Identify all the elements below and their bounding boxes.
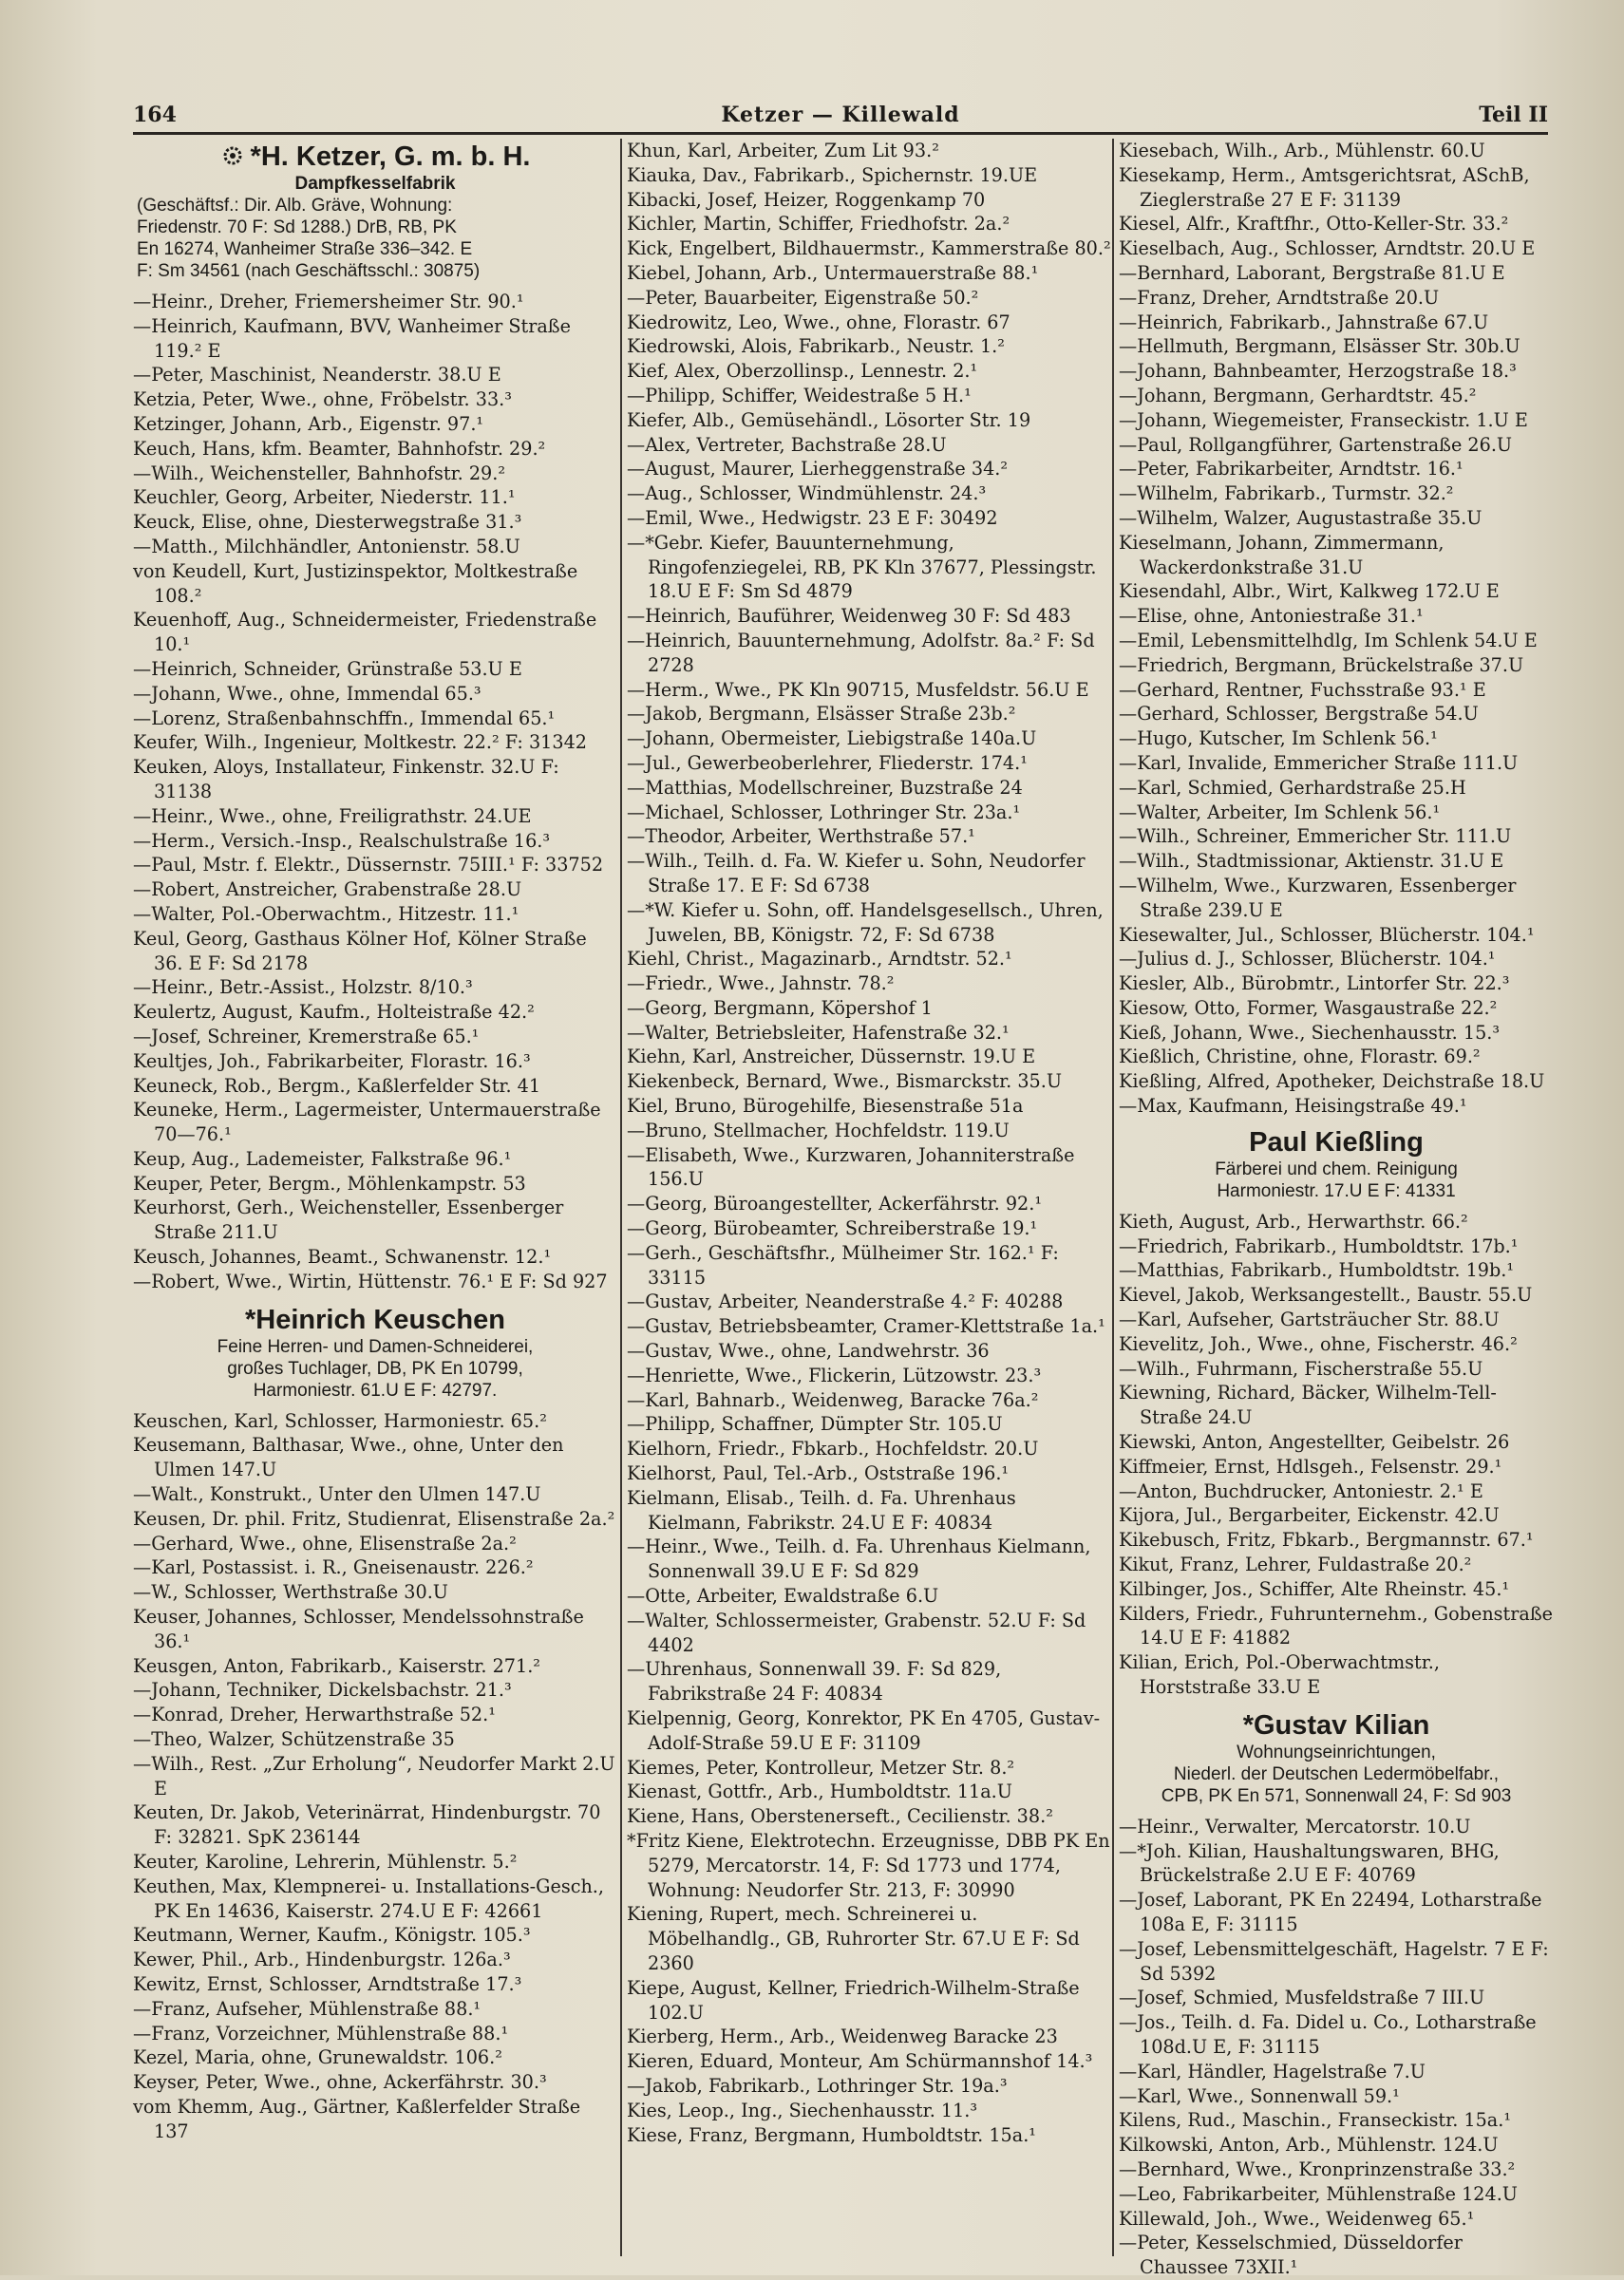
- directory-entry: —Otte, Arbeiter, Ewaldstraße 6.U: [627, 1585, 939, 1608]
- advert-line: (Geschäftsf.: Dir. Alb. Gräve, Wohnung:: [137, 196, 453, 216]
- directory-entry: Kief, Alex, Oberzollinsp., Lennestr. 2.¹: [627, 360, 978, 383]
- advert-line: Niederl. der Deutschen Ledermöbelfabr.,: [1173, 1763, 1500, 1784]
- directory-entry: —Franz, Vorzeichner, Mühlenstraße 88.¹: [133, 2022, 509, 2044]
- column-divider: [620, 139, 622, 2256]
- directory-entry: —*Gebr. Kiefer, Bauunternehmung, Ringofenziegelei, RB, PK Kln 37677, Plessingstr. 18.U E F: Sm Sd 4879: [627, 531, 1097, 603]
- advert-line: großes Tuchlager, DB, PK En 10799,: [227, 1358, 523, 1379]
- directory-entry: —Heinrich, Bauführer, Weidenweg 30 F: Sd 483: [627, 605, 1071, 628]
- directory-entry: Kienast, Gottfr., Arb., Humboldtstr. 11a.U: [627, 1781, 1012, 1803]
- directory-entry: —Peter, Maschinist, Neanderstr. 38.U E: [133, 364, 501, 386]
- column-2: [627, 139, 1111, 2256]
- directory-entry: Kiesekamp, Herm., Amtsgerichtsrat, ASchB, Zieglerstraße 27 E F: 31139: [1119, 163, 1530, 211]
- directory-entry: Kiewski, Anton, Angestellter, Geibelstr. 26: [1119, 1431, 1510, 1454]
- directory-entry: —Heinrich, Schneider, Grünstraße 53.U E: [133, 657, 522, 680]
- directory-entry: Keyser, Peter, Wwe., ohne, Ackerfährstr. 30.³: [133, 2071, 547, 2094]
- directory-entry: Kewer, Phil., Arb., Hindenburgstr. 126a.³: [133, 1949, 511, 1971]
- directory-entry: —Johann, Obermeister, Liebigstraße 140a.U: [627, 727, 1037, 750]
- directory-entry: —Walter, Schlossermeister, Grabenstr. 52.U F: Sd 4402: [627, 1609, 1086, 1656]
- directory-entry: —Karl, Postassist. i. R., Gneisenaustr. 226.²: [133, 1556, 534, 1579]
- directory-entry: —Wilhelm, Walzer, Augustastraße 35.U: [1119, 506, 1482, 529]
- directory-entry: Kilian, Erich, Pol.-Oberwachtmstr., Horststraße 33.U E: [1119, 1651, 1440, 1699]
- directory-entry: —Josef, Lebensmittelgeschäft, Hagelstr. 7 E F: Sd 5392: [1119, 1937, 1549, 1985]
- entry-list: [1119, 139, 1554, 1119]
- directory-entry: —Karl, Invalide, Emmericher Straße 111.U: [1119, 751, 1519, 774]
- directory-entry: Kierberg, Herm., Arb., Weidenweg Baracke 23: [627, 2026, 1058, 2048]
- directory-entry: Kiekenbeck, Bernard, Wwe., Bismarckstr. 35.U: [627, 1070, 1063, 1093]
- directory-entry: —Friedr., Wwe., Jahnstr. 78.²: [627, 972, 895, 995]
- directory-entry: —Friedrich, Fabrikarb., Humboldtstr. 17b.¹: [1119, 1234, 1519, 1257]
- directory-entry: —August, Maurer, Lierheggenstraße 34.²: [627, 458, 1009, 480]
- directory-entry: Kievel, Jakob, Werksangestellt., Baustr. 55.U: [1119, 1284, 1533, 1307]
- directory-entry: —Wilh., Schreiner, Emmericher Str. 111.U: [1119, 825, 1512, 848]
- directory-entry: —Heinr., Wwe., Teilh. d. Fa. Uhrenhaus Kielmann, Sonnenwall 39.U E F: Sd 829: [627, 1536, 1091, 1583]
- column-divider: [1112, 139, 1114, 2256]
- column-3: [1119, 139, 1554, 2279]
- directory-entry: —Michael, Schlosser, Lothringer Str. 23a.¹: [627, 801, 1021, 823]
- directory-entry: —Karl, Aufseher, Gartsträucher Str. 88.U: [1119, 1309, 1500, 1331]
- directory-entry: —Gerhard, Schlosser, Bergstraße 54.U: [1119, 703, 1479, 725]
- directory-entry: —Wilh., Fuhrmann, Fischerstraße 55.U: [1119, 1357, 1483, 1380]
- directory-entry: Kichler, Martin, Schiffer, Friedhofstr. 2a.²: [627, 213, 1010, 236]
- directory-entry: Kiepe, August, Kellner, Friedrich-Wilhelm-Straße 102.U: [627, 1976, 1080, 2024]
- advert-lines: [1119, 1159, 1554, 1202]
- directory-entry: —Heinr., Dreher, Friemersheimer Str. 90.¹: [133, 291, 524, 312]
- directory-entry: Kiehl, Christ., Magazinarb., Arndtstr. 52.¹: [627, 948, 1012, 970]
- advert-line: Harmoniestr. 17.U E F: 41331: [1217, 1180, 1456, 1201]
- directory-entry: —W., Schlosser, Werthstraße 30.U: [133, 1581, 448, 1604]
- directory-entry: Kiedrowitz, Leo, Wwe., ohne, Florastr. 67: [627, 311, 1010, 333]
- directory-entry: —Konrad, Dreher, Herwarthstraße 52.¹: [133, 1704, 496, 1726]
- directory-entry: —Theo, Walzer, Schützenstraße 35: [133, 1728, 455, 1751]
- directory-entry: —Karl, Händler, Hagelstraße 7.U: [1119, 2060, 1426, 2082]
- directory-entry: —Georg, Bürobeamter, Schreiberstraße 19.¹: [627, 1217, 1038, 1240]
- directory-entry: —Paul, Rollgangführer, Gartenstraße 26.U: [1119, 433, 1513, 456]
- directory-entry: —Hugo, Kutscher, Im Schlenk 56.¹: [1119, 727, 1438, 750]
- advert-lines: [133, 1336, 617, 1402]
- directory-entry: Keuchler, Georg, Arbeiter, Niederstr. 11.¹: [133, 486, 516, 509]
- directory-entry: Keuper, Peter, Bergm., Möhlenkampstr. 53: [133, 1172, 526, 1195]
- entry-list: [133, 1409, 617, 2144]
- directory-entry: —Georg, Bergmann, Köpershof 1: [627, 996, 933, 1019]
- directory-entry: Kies, Leop., Ing., Siechenhausstr. 11.³: [627, 2099, 978, 2121]
- page-number: 164: [133, 103, 177, 127]
- directory-entry: Kieth, August, Arb., Herwarthstr. 66.²: [1119, 1210, 1468, 1233]
- gear-logo-icon: [220, 143, 245, 168]
- directory-entry: Kiebel, Johann, Arb., Untermauerstraße 88.¹: [627, 261, 1039, 284]
- directory-entry: —Aug., Schlosser, Windmühlenstr. 24.³: [627, 482, 987, 505]
- directory-entry: —Herm., Wwe., PK Kln 90715, Musfeldstr. 56.U E: [627, 678, 1089, 701]
- directory-entry: Kielmann, Elisab., Teilh. d. Fa. Uhrenhaus Kielmann, Fabrikstr. 24.U E F: 40834: [627, 1486, 1016, 1534]
- directory-entry: Kielpennig, Georg, Konrektor, PK En 4705, Gustav-Adolf-Straße 59.U E F: 31109: [627, 1707, 1101, 1754]
- directory-entry: Killewald, Joh., Wwe., Weidenweg 65.¹: [1119, 2207, 1475, 2230]
- directory-entry: —Georg, Büroangestellter, Ackerfährstr. 92.¹: [627, 1193, 1043, 1215]
- directory-entry: Kiening, Rupert, mech. Schreinerei u. Möbelhandlg., GB, Ruhrorter Str. 67.U E F: Sd 2360: [627, 1903, 1080, 1974]
- directory-entry: —*Joh. Kilian, Haushaltungswaren, BHG, Brückelstraße 2.U E F: 40769: [1119, 1839, 1500, 1887]
- directory-entry: —Robert, Anstreicher, Grabenstraße 28.U: [133, 878, 522, 901]
- advert-line: Färberei und chem. Reinigung: [1215, 1159, 1458, 1179]
- directory-entry: Kilkowski, Anton, Arb., Mühlenstr. 124.U: [1119, 2134, 1499, 2157]
- advert-line: Feine Herren- und Damen-Schneiderei,: [217, 1336, 534, 1357]
- directory-entry: —Karl, Schmied, Gerhardstraße 25.H: [1119, 776, 1466, 799]
- directory-entry: Kick, Engelbert, Bildhauermstr., Kammerstraße 80.²: [627, 237, 1111, 260]
- directory-entry: Kiemes, Peter, Kontrolleur, Metzer Str. 8.²: [627, 1756, 1015, 1779]
- directory-entry: —Franz, Aufseher, Mühlenstraße 88.¹: [133, 1997, 482, 2020]
- directory-entry: Khun, Karl, Arbeiter, Zum Lit 93.²: [627, 140, 939, 161]
- directory-entry: —Walter, Pol.-Oberwachtm., Hitzestr. 11.¹: [133, 902, 519, 925]
- directory-entry: Kielhorn, Friedr., Fbkarb., Hochfeldstr. 20.U: [627, 1438, 1039, 1460]
- directory-entry: —Peter, Kesselschmied, Düsseldorfer Chaussee 73XII.¹: [1119, 2232, 1463, 2279]
- directory-entry: —Josef, Schreiner, Kremerstraße 65.¹: [133, 1025, 480, 1047]
- directory-entry: Kieß, Johann, Wwe., Siechenhausstr. 15.³: [1119, 1021, 1501, 1044]
- directory-entry: Kibacki, Josef, Heizer, Roggenkamp 70: [627, 188, 986, 211]
- directory-entry: Kiese, Franz, Bergmann, Humboldtstr. 15a.¹: [627, 2123, 1036, 2146]
- directory-entry: —Heinrich, Kaufmann, BVV, Wanheimer Straße 119.² E: [133, 314, 571, 362]
- directory-entry: —Alex, Vertreter, Bachstraße 28.U: [627, 433, 947, 456]
- directory-entry: —Jakob, Fabrikarb., Lothringer Str. 19a.³: [627, 2074, 1008, 2097]
- directory-entry: Keuser, Johannes, Schlosser, Mendelssohnstraße 36.¹: [133, 1606, 584, 1652]
- directory-entry: Keulertz, August, Kaufm., Holteistraße 42.²: [133, 1001, 535, 1024]
- directory-entry: —Bruno, Stellmacher, Hochfeldstr. 119.U: [627, 1119, 1010, 1141]
- directory-entry: Kieren, Eduard, Monteur, Am Schürmannshof 14.³: [627, 2050, 1093, 2073]
- directory-entry: Kilders, Friedr., Fuhrunternehm., Gobenstraße 14.U E F: 41882: [1119, 1602, 1554, 1649]
- directory-entry: Kijora, Jul., Bergarbeiter, Eickenstr. 42.U: [1119, 1504, 1500, 1527]
- directory-entry: —Wilh., Stadtmissionar, Aktienstr. 31.U E: [1119, 850, 1504, 873]
- directory-entry: Keuschen, Karl, Schlosser, Harmoniestr. 65.²: [133, 1409, 547, 1432]
- directory-entry: —*W. Kiefer u. Sohn, off. Handelsgesellsch., Uhren, Juwelen, BB, Königstr. 72, F: Sd 6738: [627, 898, 1104, 946]
- directory-entry: Keuenhoff, Aug., Schneidermeister, Friedenstraße 10.¹: [133, 609, 597, 656]
- directory-entry: Kiffmeier, Ernst, Hdlsgeh., Felsenstr. 29.¹: [1119, 1455, 1502, 1478]
- directory-entry: Kiefer, Alb., Gemüsehändl., Lösorter Str. 19: [627, 408, 1031, 431]
- directory-entry: —Wilhelm, Fabrikarb., Turmstr. 32.²: [1119, 482, 1454, 505]
- directory-entry: Keusemann, Balthasar, Wwe., ohne, Unter den Ulmen 147.U: [133, 1434, 564, 1481]
- directory-entry: —Karl, Bahnarb., Weidenweg, Baracke 76a.²: [627, 1388, 1039, 1411]
- entry-list: [1119, 1815, 1554, 2280]
- directory-entry: Kielhorst, Paul, Tel.-Arb., Oststraße 196.¹: [627, 1462, 1010, 1485]
- advert-subtitle: Dampfkesselfabrik: [294, 174, 456, 194]
- directory-entry: Keuch, Hans, kfm. Beamter, Bahnhofstr. 29.²: [133, 437, 546, 460]
- directory-entry: Keuten, Dr. Jakob, Veterinärrat, Hindenburgstr. 70 F: 32821. SpK 236144: [133, 1801, 601, 1849]
- directory-entry: Kiewning, Richard, Bäcker, Wilhelm-Tell-Straße 24.U: [1119, 1382, 1497, 1429]
- directory-entry: Keuken, Aloys, Installateur, Finkenstr. 32.U F: 31138: [133, 756, 559, 802]
- directory-entry: —Walter, Arbeiter, Im Schlenk 56.¹: [1119, 801, 1441, 823]
- directory-entry: Keuter, Karoline, Lehrerin, Mühlenstr. 5.²: [133, 1851, 518, 1874]
- directory-entry: Kiedrowski, Alois, Fabrikarb., Neustr. 1.²: [627, 335, 1005, 358]
- directory-entry: Keuthen, Max, Klempnerei- u. Installations-Gesch., PK En 14636, Kaiserstr. 274.U E F: 42661: [133, 1875, 604, 1922]
- directory-entry: Kiesel, Alfr., Kraftfhr., Otto-Keller-Str. 33.²: [1119, 213, 1509, 236]
- directory-entry: —Josef, Schmied, Musfeldstraße 7 III.U: [1119, 1987, 1485, 2009]
- directory-entry: Kiesow, Otto, Former, Wasgaustraße 22.²: [1119, 996, 1498, 1019]
- directory-entry: —Matthias, Fabrikarb., Humboldtstr. 19b.¹: [1119, 1259, 1515, 1282]
- directory-entry: —Uhrenhaus, Sonnenwall 39. F: Sd 829, Fabrikstraße 24 F: 40834: [627, 1658, 1002, 1705]
- directory-entry: Kilens, Rud., Maschin., Franseckistr. 15a.¹: [1119, 2109, 1512, 2132]
- entry-list: [627, 139, 1111, 2147]
- directory-entry: —Hellmuth, Bergmann, Elsässer Str. 30b.U: [1119, 335, 1520, 358]
- directory-entry: Kiauka, Dav., Fabrikarb., Spichernstr. 19.UE: [627, 163, 1038, 186]
- entry-list: [133, 290, 617, 1294]
- directory-entry: —Henriette, Wwe., Flickerin, Lützowstr. 23.³: [627, 1364, 1042, 1386]
- advert-line: Wohnungseinrichtungen,: [1237, 1742, 1436, 1762]
- directory-entry: Keusen, Dr. phil. Fritz, Studienrat, Elisenstraße 2a.²: [133, 1507, 615, 1530]
- directory-entry: —Heinrich, Bauunternehmung, Adolfstr. 8a.² F: Sd 2728: [627, 629, 1095, 676]
- directory-entry: —Friedrich, Bergmann, Brückelstraße 37.U: [1119, 653, 1524, 676]
- directory-entry: Kießling, Alfred, Apotheker, Deichstraße 18.U: [1119, 1070, 1545, 1093]
- directory-entry: *Fritz Kiene, Elektrotechn. Erzeugnisse, DBB PK En 5279, Mercatorstr. 14, F: Sd 1773 und 1774, Wohnung: Neudorfer Str. 213, F: 30990: [627, 1829, 1110, 1901]
- directory-entry: —Peter, Bauarbeiter, Eigenstraße 50.²: [627, 286, 979, 309]
- directory-entry: Kiesebach, Wilh., Arb., Mühlenstr. 60.U: [1119, 140, 1485, 161]
- running-title: Ketzer — Killewald: [721, 103, 960, 127]
- directory-entry: —Heinr., Wwe., ohne, Freiligrathstr. 24.UE: [133, 804, 532, 827]
- directory-entry: Keup, Aug., Lademeister, Falkstraße 96.¹: [133, 1147, 512, 1170]
- directory-entry: Kikut, Franz, Lehrer, Fuldastraße 20.²: [1119, 1554, 1472, 1576]
- advert-name: *Heinrich Keuschen: [245, 1304, 505, 1335]
- directory-entry: —Gerhard, Rentner, Fuchsstraße 93.¹ E: [1119, 678, 1486, 701]
- directory-entry: Kiehn, Karl, Anstreicher, Düssernstr. 19.U E: [627, 1046, 1036, 1068]
- header-rule: [133, 132, 1548, 135]
- directory-entry: —Heinr., Verwalter, Mercatorstr. 10.U: [1119, 1815, 1471, 1837]
- directory-entry: Ketzinger, Johann, Arb., Eigenstr. 97.¹: [133, 412, 484, 435]
- directory-entry: Kiesewalter, Jul., Schlosser, Blücherstr. 104.¹: [1119, 923, 1535, 946]
- directory-entry: —Max, Kaufmann, Heisingstraße 49.¹: [1119, 1095, 1467, 1118]
- directory-entry: —Emil, Lebensmittelhdlg, Im Schlenk 54.U E: [1119, 629, 1538, 651]
- directory-entry: Kilbinger, Jos., Schiffer, Alte Rheinstr. 45.¹: [1119, 1577, 1510, 1600]
- directory-entry: —Gustav, Wwe., ohne, Landwehrstr. 36: [627, 1340, 990, 1363]
- directory-entry: —Johann, Bahnbeamter, Herzogstraße 18.³: [1119, 360, 1517, 383]
- advert-line: Harmoniestr. 61.U E F: 42797.: [253, 1380, 498, 1401]
- directory-entry: Kiesler, Alb., Bürobmtr., Lintorfer Str. 22.³: [1119, 972, 1510, 995]
- directory-entry: vom Khemm, Aug., Gärtner, Kaßlerfelder Straße 137: [133, 2095, 581, 2142]
- directory-entry: —Paul, Mstr. f. Elektr., Düssernstr. 75III.¹ F: 33752: [133, 854, 604, 876]
- entry-list: [1119, 1210, 1554, 1700]
- directory-entry: Kikebusch, Fritz, Fbkarb., Bergmannstr. 67.¹: [1119, 1529, 1534, 1552]
- directory-entry: Kieselbach, Aug., Schlosser, Arndtstr. 20.U E: [1119, 237, 1536, 260]
- directory-entry: Kiel, Bruno, Bürogehilfe, Biesenstraße 51a: [627, 1095, 1024, 1118]
- directory-entry: Keuck, Elise, ohne, Diesterwegstraße 31.³: [133, 511, 522, 534]
- directory-entry: —Gustav, Betriebsbeamter, Cramer-Klettstraße 1a.¹: [627, 1315, 1105, 1338]
- column-1: [133, 139, 617, 2256]
- directory-entry: Kievelitz, Joh., Wwe., ohne, Fischerstr. 46.²: [1119, 1332, 1518, 1355]
- directory-entry: —Johann, Techniker, Dickelsbachstr. 21.³: [133, 1679, 512, 1702]
- directory-entry: —Walter, Betriebsleiter, Hafenstraße 32.¹: [627, 1021, 1010, 1044]
- directory-entry: Kieselmann, Johann, Zimmermann, Wackerdonkstraße 31.U: [1119, 531, 1445, 578]
- directory-entry: —Bernhard, Laborant, Bergstraße 81.U E: [1119, 261, 1505, 284]
- directory-entry: Kiene, Hans, Oberstenerseft., Cecilienstr. 38.²: [627, 1805, 1053, 1828]
- directory-entry: —Herm., Versich.-Insp., Realschulstraße 16.³: [133, 829, 551, 852]
- directory-entry: —Peter, Fabrikarbeiter, Arndtstr. 16.¹: [1119, 458, 1463, 480]
- advert-ketzer: [133, 141, 617, 282]
- directory-entry: —Theodor, Arbeiter, Werthstraße 57.¹: [627, 825, 975, 848]
- part-label: Teil II: [1479, 103, 1548, 127]
- page-header: [133, 103, 1548, 131]
- directory-entry: Keurhorst, Gerh., Weichensteller, Essenberger Straße 211.U: [133, 1197, 564, 1244]
- directory-entry: —Jakob, Bergmann, Elsässer Straße 23b.²: [627, 703, 1016, 725]
- directory-entry: Kießlich, Christine, ohne, Florastr. 69.²: [1119, 1046, 1481, 1068]
- advert-name: Paul Kießling: [1249, 1126, 1424, 1158]
- directory-entry: —Robert, Wwe., Wirtin, Hüttenstr. 76.¹ E F: Sd 927: [133, 1270, 608, 1292]
- directory-entry: —Elise, ohne, Antoniestraße 31.¹: [1119, 605, 1424, 628]
- directory-entry: —Matthias, Modellschreiner, Buzstraße 24: [627, 776, 1023, 799]
- directory-entry: —Jul., Gewerbeoberlehrer, Fliederstr. 174.¹: [627, 751, 1028, 774]
- directory-entry: —Lorenz, Straßenbahnschffn., Immendal 65.¹: [133, 707, 556, 729]
- directory-entry: —Johann, Wiegemeister, Franseckistr. 1.U E: [1119, 408, 1528, 431]
- directory-entry: —Anton, Buchdrucker, Antoniestr. 2.¹ E: [1119, 1479, 1483, 1502]
- directory-entry: Keusch, Johannes, Beamt., Schwanenstr. 12.¹: [133, 1246, 552, 1269]
- directory-entry: Keuneke, Herm., Lagermeister, Untermauerstraße 70—76.¹: [133, 1099, 601, 1146]
- advert-line: Friedenstr. 70 F: Sd 1288.) DrB, RB, PK: [137, 217, 457, 237]
- directory-entry: —Elisabeth, Wwe., Kurzwaren, Johanniterstraße 156.U: [627, 1143, 1075, 1191]
- advert-line: F: Sm 34561 (nach Geschäftsschl.: 30875): [137, 261, 481, 281]
- directory-entry: —Jos., Teilh. d. Fa. Didel u. Co., Lotharstraße 108d.U E, F: 31115: [1119, 2011, 1537, 2058]
- directory-entry: —Karl, Wwe., Sonnenwall 59.¹: [1119, 2084, 1400, 2107]
- directory-entry: —Philipp, Schaffner, Dümpter Str. 105.U: [627, 1413, 1003, 1436]
- directory-entry: —Wilh., Teilh. d. Fa. W. Kiefer u. Sohn, Neudorfer Straße 17. E F: Sd 6738: [627, 850, 1086, 896]
- directory-entry: —Wilhelm, Wwe., Kurzwaren, Essenberger Straße 239.U E: [1119, 874, 1517, 921]
- directory-entry: Keusgen, Anton, Fabrikarb., Kaiserstr. 271.²: [133, 1654, 540, 1677]
- directory-entry: Ketzia, Peter, Wwe., ohne, Fröbelstr. 33.³: [133, 388, 512, 411]
- advert-line: En 16274, Wanheimer Straße 336–342. E: [137, 239, 473, 259]
- advert-keuschen: [133, 1304, 617, 1402]
- directory-entry: —Emil, Wwe., Hedwigstr. 23 E F: 30492: [627, 506, 998, 529]
- directory-entry: Keufer, Wilh., Ingenieur, Moltkestr. 22.² F: 31342: [133, 731, 587, 754]
- directory-entry: —Leo, Fabrikarbeiter, Mühlenstraße 124.U: [1119, 2182, 1518, 2205]
- directory-entry: —Gustav, Arbeiter, Neanderstraße 4.² F: 40288: [627, 1291, 1064, 1313]
- directory-entry: von Keudell, Kurt, Justizinspektor, Moltkestraße 108.²: [133, 559, 578, 607]
- directory-entry: Kezel, Maria, ohne, Grunewaldstr. 106.²: [133, 2046, 502, 2069]
- directory-entry: —Wilh., Rest. „Zur Erholung“, Neudorfer Markt 2.U E: [133, 1752, 615, 1800]
- advert-lines: [1119, 1742, 1554, 1807]
- directory-entry: Keutmann, Werner, Kaufm., Königstr. 105.³: [133, 1924, 531, 1947]
- directory-entry: —Philipp, Schiffer, Weidestraße 5 H.¹: [627, 384, 972, 406]
- advert-line: CPB, PK En 571, Sonnenwall 24, F: Sd 903: [1161, 1785, 1512, 1806]
- advert-kilian: [1119, 1709, 1554, 1807]
- directory-entry: Keul, Georg, Gasthaus Kölner Hof, Kölner Straße 36. E F: Sd 2178: [133, 927, 587, 974]
- directory-entry: —Matth., Milchhändler, Antonienstr. 58.U: [133, 535, 520, 557]
- directory-entry: Keultjes, Joh., Fabrikarbeiter, Florastr. 16.³: [133, 1049, 531, 1072]
- directory-entry: —Gerh., Geschäftsfhr., Mülheimer Str. 162.¹ F: 33115: [627, 1241, 1059, 1289]
- directory-entry: —Gerhard, Wwe., ohne, Elisenstraße 2a.²: [133, 1532, 517, 1555]
- directory-entry: —Johann, Bergmann, Gerhardtstr. 45.²: [1119, 384, 1477, 406]
- directory-entry: —Bernhard, Wwe., Kronprinzenstraße 33.²: [1119, 2158, 1516, 2180]
- advert-lines: [133, 195, 617, 282]
- directory-entry: —Walt., Konstrukt., Unter den Ulmen 147.U: [133, 1483, 541, 1506]
- advert-name: *Gustav Kilian: [1242, 1709, 1430, 1741]
- directory-entry: Kiesendahl, Albr., Wirt, Kalkweg 172.U E: [1119, 580, 1500, 603]
- directory-entry: Keuneck, Rob., Bergm., Kaßlerfelder Str. 41: [133, 1074, 541, 1097]
- directory-entry: —Wilh., Weichensteller, Bahnhofstr. 29.²: [133, 462, 506, 484]
- directory-entry: —Heinr., Betr.-Assist., Holzstr. 8/10.³: [133, 976, 473, 999]
- directory-entry: —Franz, Dreher, Arndtstraße 20.U: [1119, 286, 1440, 309]
- advert-name: *H. Ketzer, G. m. b. H.: [250, 141, 531, 172]
- directory-entry: —Josef, Laborant, PK En 22494, Lotharstraße 108a E, F: 31115: [1119, 1889, 1542, 1935]
- advert-kiessling: [1119, 1126, 1554, 1202]
- directory-entry: Kewitz, Ernst, Schlosser, Arndtstraße 17.³: [133, 1973, 522, 1995]
- directory-entry: —Johann, Wwe., ohne, Immendal 65.³: [133, 682, 482, 705]
- directory-entry: —Heinrich, Fabrikarb., Jahnstraße 67.U: [1119, 311, 1489, 333]
- directory-entry: —Julius d. J., Schlosser, Blücherstr. 104.¹: [1119, 948, 1496, 970]
